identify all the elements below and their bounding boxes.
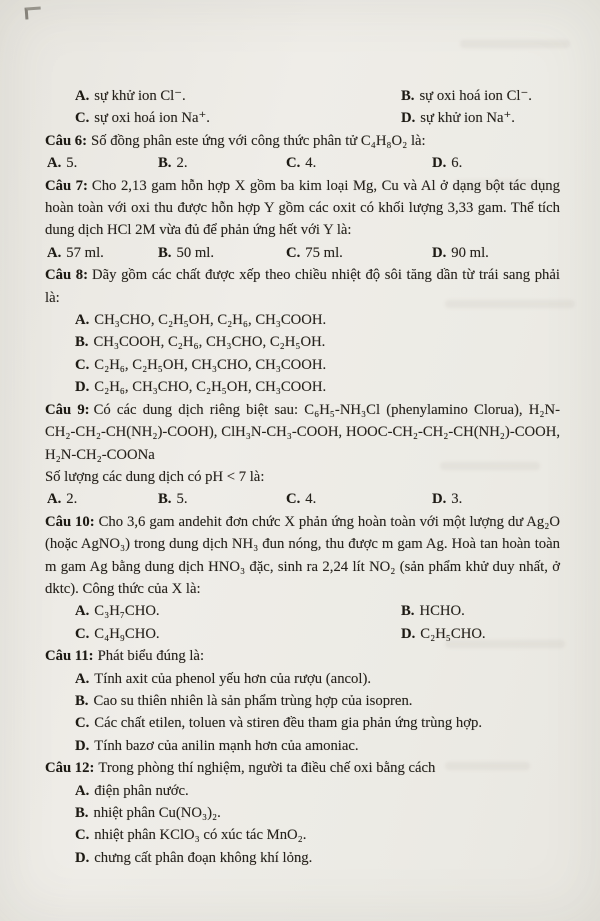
question-body: Trong phòng thí nghiệm, người ta điều chế oxi bằng cách (98, 760, 436, 777)
question-label: Câu 9: (45, 401, 90, 418)
option-d (401, 623, 560, 645)
option-text: Các chất etilen, toluen và stiren đều tham gia phản ứng trùng hợp. (94, 715, 482, 732)
option-text: nhiệt phân KClO₃ có xúc tác MnO₂. (94, 827, 307, 844)
option-letter: C. (286, 155, 301, 172)
option-text: Tính bazơ của anilin mạnh hơn của amoniac. (94, 737, 359, 754)
question-label: Câu 12: (45, 760, 95, 777)
question-body: Phát biểu đúng là: (97, 648, 205, 665)
option-text: Tính axit của phenol yếu hơn của rượu (ancol). (94, 670, 372, 687)
option-letter: A. (75, 88, 90, 104)
question-body: Dãy gồm các chất được xếp theo chiều nhiệt độ sôi tăng dần từ trái sang phải là: (45, 267, 560, 306)
option-b (158, 488, 286, 510)
option-text: 4. (305, 155, 317, 172)
option-b (75, 690, 560, 712)
option-letter: B. (158, 491, 172, 508)
option-a (47, 242, 158, 264)
question-11-options (75, 668, 560, 758)
option-letter: B. (75, 692, 89, 709)
option-a (47, 152, 158, 174)
question-8-options (75, 309, 560, 399)
option-a (75, 600, 401, 622)
question-label: Câu 11: (45, 648, 94, 665)
question-12 (45, 757, 560, 779)
option-letter: A. (75, 603, 90, 620)
option-b (75, 802, 560, 824)
question-7-options (47, 242, 560, 264)
option-c (75, 354, 560, 376)
option-c (286, 242, 432, 264)
option-a (47, 488, 158, 510)
question-body: Cho 2,13 gam hỗn hợp X gồm ba kim loại Mg, Cu và Al ở dạng bột tác dụng hoàn toàn với oxi thu được hỗn hợp Y gồm các oxit có khối lượng 3,33 gam. Thể tích dung dịch HCl 2M vừa đủ để phản ứng hết với Y là: (45, 177, 560, 239)
question-10-options (75, 600, 560, 645)
option-text: C₂H₅CHO. (420, 625, 486, 642)
bleed-through-smudge (460, 40, 570, 48)
option-letter: C. (286, 491, 301, 508)
option-text: 57 ml. (66, 244, 104, 261)
question-12-options (75, 780, 560, 870)
option-letter: B. (75, 805, 89, 821)
option-text: 2. (66, 491, 78, 508)
option-text: Cao su thiên nhiên là sản phẩm trùng hợp của isopren. (93, 692, 413, 709)
option-letter: B. (401, 88, 415, 104)
option-text: C₃H₇CHO. (94, 603, 160, 620)
option-text: HCHO. (419, 603, 465, 620)
option-d (75, 847, 560, 869)
option-text: sự khử ion Cl⁻. (94, 88, 186, 104)
option-letter: C. (286, 244, 301, 261)
question-10 (45, 511, 560, 601)
option-a (75, 668, 560, 690)
question-9-options (47, 488, 560, 510)
question-body: Có các dung dịch riêng biệt sau: C₆H₅-NH₃Cl (phenylamino Clorua), H₂N-CH₂-CH₂-CH(NH₂)-COOH), ClH₃N-CH₃-COOH, HOOC-CH₂-CH₂-CH(NH₂)-COOH, H₂N-CH₂-COONa (45, 401, 561, 463)
option-letter: C. (75, 625, 90, 642)
question-body: Số đồng phân este ứng với công thức phân tử C₄H₈O₂ là: (91, 132, 426, 149)
option-letter: A. (75, 782, 90, 799)
option-c (75, 107, 401, 129)
option-d (432, 152, 560, 174)
option-c (286, 152, 432, 174)
option-letter: B. (75, 334, 89, 351)
option-c (75, 712, 560, 734)
option-letter: D. (75, 849, 90, 866)
option-letter: A. (47, 491, 62, 508)
option-letter: A. (75, 670, 90, 687)
option-letter: C. (75, 110, 90, 127)
option-text: 75 ml. (305, 244, 343, 261)
option-a (75, 309, 560, 331)
option-text: chưng cất phân đoạn không khí lỏng. (94, 849, 313, 866)
page-content (45, 85, 560, 869)
option-c (75, 623, 401, 645)
option-b (158, 242, 286, 264)
option-text: sự oxi hoá ion Na⁺. (94, 110, 210, 127)
option-letter: B. (401, 603, 415, 620)
option-letter: D. (401, 625, 416, 642)
option-letter: D. (75, 737, 90, 754)
question-8 (45, 264, 560, 309)
option-text: CH₃COOH, C₂H₆, CH₃CHO, C₂H₅OH. (93, 334, 326, 351)
option-d (432, 242, 560, 264)
question-9 (45, 399, 560, 466)
option-text: nhiệt phân Cu(NO₃)₂. (93, 805, 221, 821)
option-b (401, 600, 560, 622)
option-letter: D. (401, 110, 416, 127)
option-a (75, 780, 560, 802)
option-text: CH₃CHO, C₂H₅OH, C₂H₆, CH₃COOH. (94, 312, 327, 329)
option-letter: C. (75, 356, 90, 373)
option-letter: D. (432, 244, 447, 261)
option-letter: B. (158, 244, 172, 261)
option-letter: C. (75, 827, 90, 844)
option-text: 4. (305, 491, 317, 508)
question-5-options (75, 85, 560, 130)
option-text: 5. (66, 155, 78, 172)
question-7 (45, 175, 560, 242)
option-text: 3. (451, 491, 463, 508)
option-a (75, 85, 401, 107)
option-c (286, 488, 432, 510)
option-text: điện phân nước. (94, 782, 189, 799)
option-d (432, 488, 560, 510)
option-text: sự oxi hoá ion Cl⁻. (419, 88, 532, 104)
option-text: sự khử ion Na⁺. (420, 110, 515, 127)
question-11 (45, 645, 560, 667)
option-text: 5. (176, 491, 188, 508)
option-text: C₂H₆, C₂H₅OH, CH₃CHO, CH₃COOH. (94, 356, 327, 373)
option-letter: C. (75, 715, 90, 732)
option-letter: D. (75, 379, 90, 396)
option-text: C₂H₆, CH₃CHO, C₂H₅OH, CH₃COOH. (94, 379, 327, 396)
option-letter: A. (47, 244, 62, 261)
question-label: Câu 8: (45, 267, 88, 284)
option-text: 6. (451, 155, 463, 172)
option-letter: D. (432, 155, 447, 172)
question-6 (45, 130, 560, 152)
option-text: 90 ml. (451, 244, 489, 261)
question-label: Câu 6: (45, 132, 88, 149)
option-letter: A. (75, 312, 90, 329)
option-letter: B. (158, 155, 172, 172)
option-b (75, 331, 560, 353)
option-d (75, 376, 560, 398)
question-label: Câu 10: (45, 513, 95, 530)
option-letter: D. (432, 491, 447, 508)
option-letter: A. (47, 155, 62, 172)
option-text: C₄H₉CHO. (94, 625, 160, 642)
option-c (75, 824, 560, 846)
option-b (401, 85, 560, 107)
option-text: 50 ml. (176, 244, 215, 261)
question-9-note: Số lượng các dung dịch có pH < 7 là: (45, 468, 265, 485)
question-body: Cho 3,6 gam andehit đơn chức X phản ứng hoàn toàn với một lượng dư Ag₂O (hoặc AgNO₃) trong dung dịch NH₃ đun nóng, thu được m gam Ag. Hoà tan hoàn toàn m gam Ag bằng dung dịch HNO₃ đặc, sinh ra 2,24 lít NO₂ (sản phẩm khử duy nhất, ở dktc). Công thức của X là: (45, 513, 560, 597)
option-b (158, 152, 286, 174)
option-d (75, 735, 560, 757)
option-d (401, 107, 560, 129)
scan-artifact-corner (25, 6, 42, 19)
question-6-options (47, 152, 560, 174)
option-text: 2. (176, 155, 188, 172)
question-label: Câu 7: (45, 177, 88, 194)
